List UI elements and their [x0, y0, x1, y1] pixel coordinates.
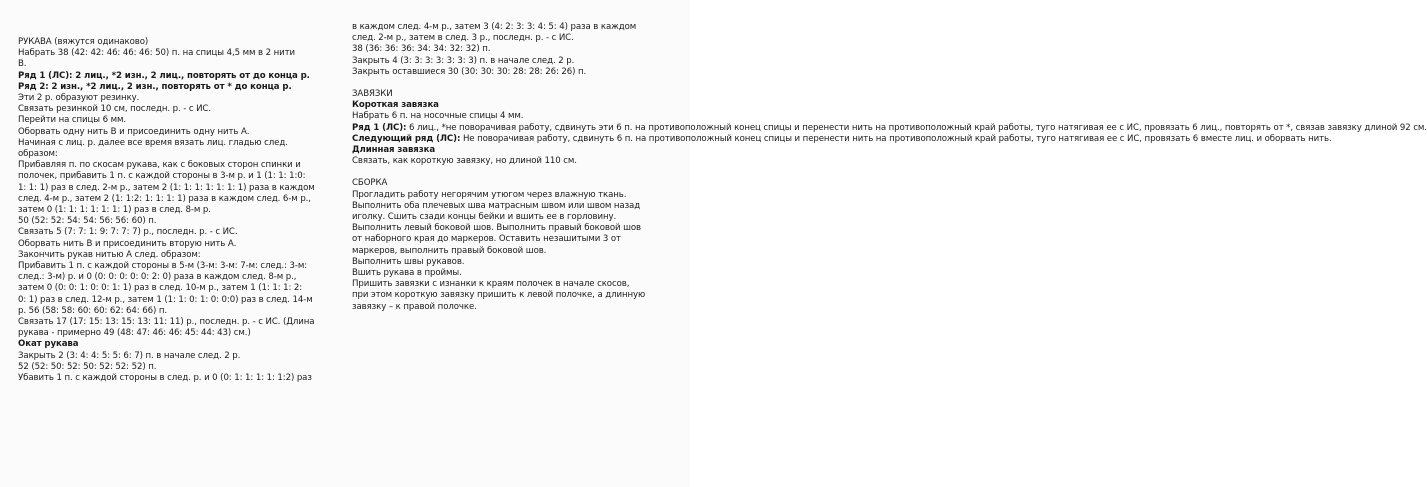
long-tie-heading: Длинная завязка — [352, 145, 436, 156]
cap-heading: Окат рукава — [18, 339, 79, 350]
text-line: Перейти на спицы 6 мм. — [18, 115, 127, 126]
next-row-text: Не поворачивая работу, сдвинуть 6 п. на противоположный конец спицы и перенести нить на противоположный край работы, туго натягивая ее с ИС, провязать 6 вместе лиц. и оборвать нить. — [460, 133, 1332, 144]
text-line: 0: 1) раз в след. 12-м р., затем 1 (1: 1: 0: 1: 0: 0:0) раз в след. 14-м — [18, 294, 313, 305]
text-line: Прибавляя п. по скосам рукава, как с боковых сторон спинки и — [18, 160, 301, 171]
row1-text: 6 лиц., *не поворачивая работу, сдвинуть эти 6 п. на противоположный конец спицы и перенести нить на противоположный край работы, туго натягивая ее с ИС, провязать 6 лиц., повторять от *, связав завязку длиной 92 см. — [406, 122, 1427, 133]
text-line: Выполнить оба плечевых шва матрасным швом или швом назад — [352, 200, 641, 211]
text-line: Набрать 6 п. на носочные спицы 4 мм. — [352, 111, 524, 122]
text-line: Ряд 2: 2 изн., *2 лиц., 2 изн., повторять от * до конца р. — [18, 81, 292, 92]
text-line: Пришить завязки с изнанки к краям полочек в начале скосов, — [352, 279, 630, 290]
assembly-heading: СБОРКА — [352, 178, 388, 189]
text-line: Закрыть 4 (3: 3: 3: 3: 3: 3: 3) п. в начале след. 2 р. — [352, 55, 575, 66]
text-line: Выполнить швы рукавов. — [352, 256, 465, 267]
text-line: Закрыть 2 (3: 4: 4: 5: 5: 6: 7) п. в начале след. 2 р. — [18, 350, 241, 361]
text-line: затем 0 (0: 0: 1: 0: 0: 1: 1) раз в след. 10-м р., затем 1 (1: 1: 1: 2: — [18, 283, 303, 294]
text-line: Эти 2 р. образуют резинку. — [18, 93, 140, 104]
text-line: полочек, прибавить 1 п. с каждой стороны в 3-м р. и 1 (1: 1: 1:0: — [18, 171, 306, 182]
text-line: рукава - примерно 49 (48: 47: 46: 46: 45: 44: 43) см.) — [18, 328, 251, 339]
text-line: р. 56 (58: 58: 60: 60: 62: 64: 66) п. — [18, 305, 167, 316]
short-tie-heading: Короткая завязка — [352, 100, 439, 111]
text-line: Ряд 1 (ЛС): 2 лиц., *2 изн., 2 лиц., повторять от до конца р. — [18, 70, 310, 81]
text-line: завязку – к правой полочке. — [352, 301, 477, 312]
sleeves-heading: РУКАВА (вяжутся одинаково) — [18, 37, 149, 47]
text-line: затем 0 (1: 1: 1: 1: 1: 1: 1) раз в след. 8-м р. — [18, 205, 211, 216]
text-line: В. — [18, 59, 27, 70]
ties-heading: ЗАВЯЗКИ — [352, 89, 393, 100]
text-line: Закрыть оставшиеся 30 (30: 30: 30: 28: 28: 26: 26) п. — [352, 66, 587, 77]
text-line: Оборвать одну нить В и присоединить одну нить А. — [18, 126, 250, 137]
text-line: 38 (36: 36: 36: 34: 34: 32: 32) п. — [352, 44, 491, 55]
text-line: в каждом след. 4-м р., затем 3 (4: 2: 3: 3: 4: 5: 4) раза в каждом — [352, 22, 637, 32]
text-line: иголку. Сшить сзади концы бейки и вшить ее в горловину. — [352, 212, 617, 223]
text-line: Связать 17 (17: 15: 13: 15: 13: 11: 11) р., последн. р. - с ИС. (Длина — [18, 317, 315, 328]
row1-paragraph — [352, 122, 1427, 134]
next-row-label: Следующий ряд (ЛС): — [352, 133, 461, 144]
spacer — [352, 78, 674, 89]
text-line: Закончить рукав нитью А след. образом: — [18, 249, 201, 260]
text-line: Выполнить левый боковой шов. Выполнить правый боковой шов — [352, 223, 641, 234]
text-line: 52 (52: 50: 52: 50: 52: 52: 52) п. — [18, 361, 157, 372]
text-line: образом: — [18, 149, 58, 160]
text-line: Вшить рукава в проймы. — [352, 268, 462, 279]
text-line: след. 4-м р., затем 2 (1: 1:2: 1: 1: 1: 1) раза в каждом след. 6-м р., — [18, 193, 311, 204]
text-line: Прогладить работу негорячим утюгом через влажную ткань. — [352, 189, 627, 200]
text-line: при этом короткую завязку пришить к левой полочке, а длинную — [352, 290, 646, 301]
text-line: след. 2-м р., затем в след. 3 р., последн. р. - с ИС. — [352, 33, 574, 44]
text-line: Прибавить 1 п. с каждой стороны в 5-м (3-м: 3-м: 7-м: след.: 3-м: — [18, 261, 308, 272]
row1-label: Ряд 1 (ЛС): — [352, 122, 407, 133]
text-line: Оборвать нить В и присоединить вторую нить А. — [18, 238, 237, 249]
text-line: Связать 5 (7: 7: 1: 9: 7: 7: 7) р., последн. р. - с ИС. — [18, 227, 238, 238]
text-line: 50 (52: 52: 54: 54: 56: 56: 60) п. — [18, 216, 157, 227]
text-line: Убавить 1 п. с каждой стороны в след. р. и 0 (0: 1: 1: 1: 1: 1:2) раз — [18, 373, 312, 384]
text-line: 1: 1: 1) раз в след. 2-м р., затем 2 (1: 1: 1: 1: 1: 1: 1) раза в каждом — [18, 182, 315, 193]
spacer — [352, 167, 674, 178]
left-column — [18, 37, 338, 384]
text-line: Связать резинкой 10 см, последн. р. - с ИС. — [18, 104, 211, 115]
text-line: Начиная с лиц. р. далее все время вязать лиц. гладью след. — [18, 137, 288, 148]
text-line: Набрать 38 (42: 42: 46: 46: 46: 50) п. на спицы 4,5 мм в 2 нити — [18, 48, 295, 59]
text-line: след.: 3-м) р. и 0 (0: 0: 0: 0: 0: 2: 0) раза в каждом след. 8-м р., — [18, 272, 297, 283]
text-line: от наборного края до маркеров. Оставить незашитыми 3 от — [352, 234, 621, 245]
next-row-paragraph — [352, 133, 1332, 145]
text-line: Связать, как короткую завязку, но длиной 110 см. — [352, 156, 577, 167]
right-column — [352, 22, 1427, 313]
text-line: маркеров, выполнить правый боковой шов. — [352, 245, 547, 256]
